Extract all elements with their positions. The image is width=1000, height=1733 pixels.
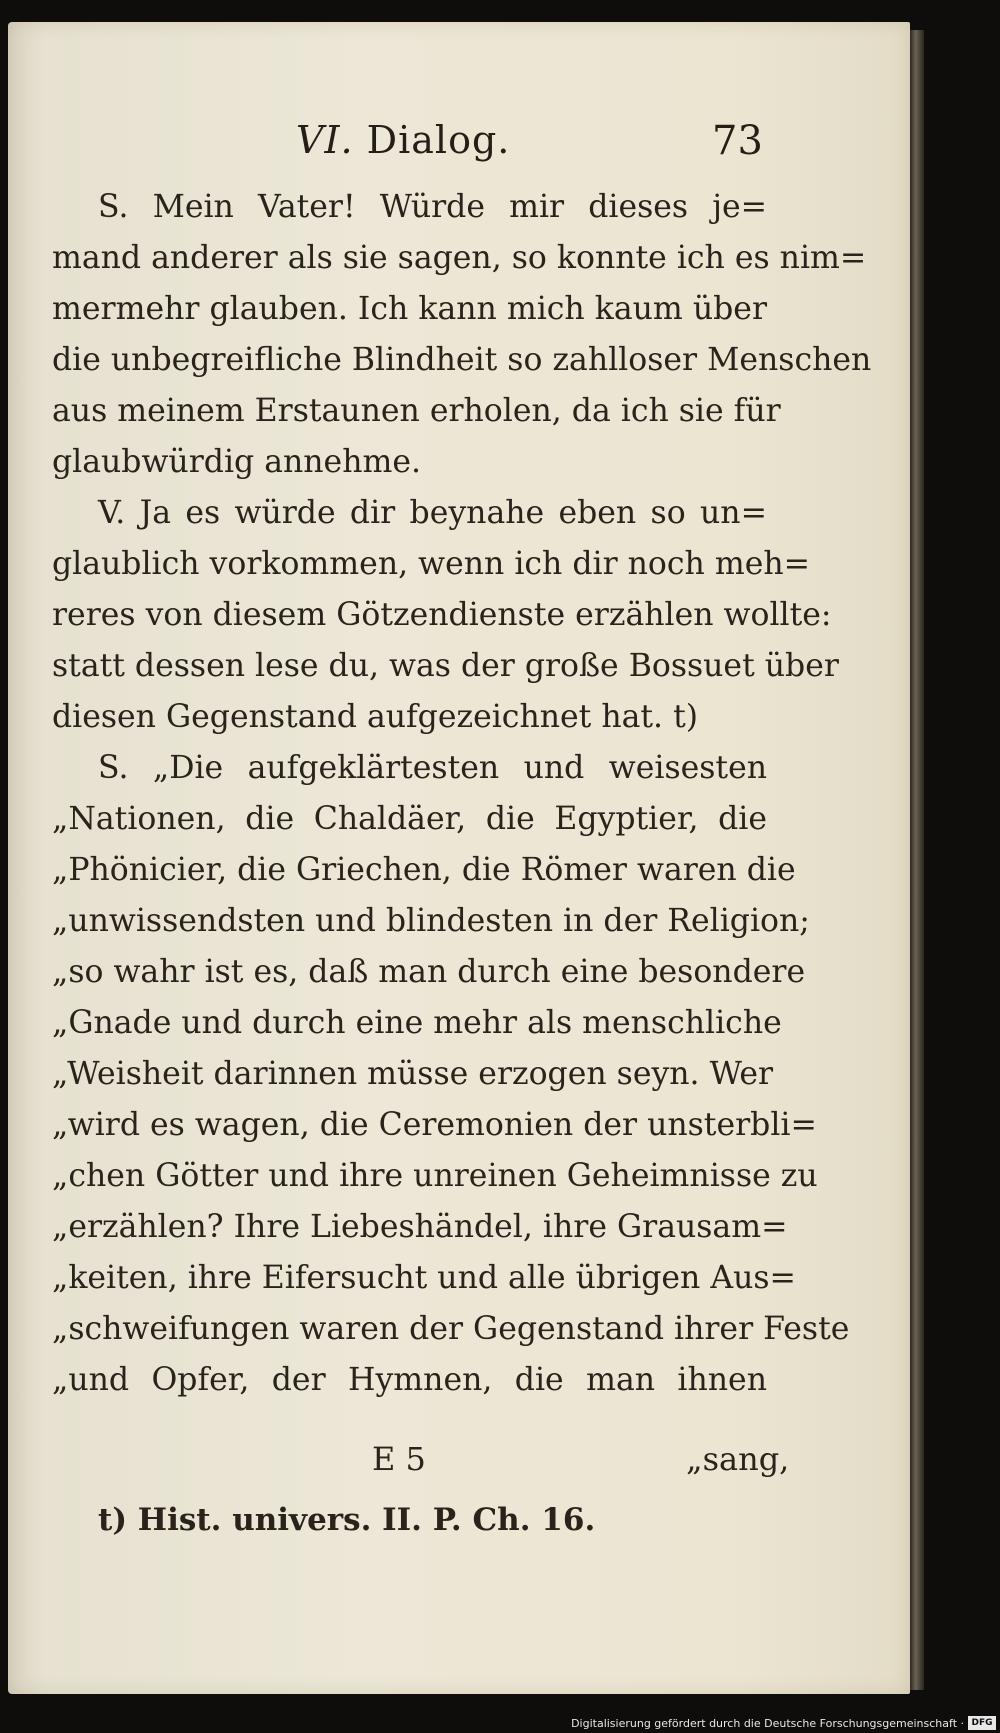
- text-line: „Gnade und durch eine mehr als menschliche: [52, 1005, 782, 1041]
- dialog-text: [52, 182, 872, 1406]
- text-line: mermehr glauben. Ich kann mich kaum über: [52, 291, 767, 327]
- text-line: die unbegreifliche Blindheit so zahlloser Menschen: [52, 342, 872, 378]
- header-roman-numeral: VI.: [296, 118, 354, 162]
- running-header: [296, 118, 510, 162]
- text-line: reres von diesem Götzendienste erzählen wollte:: [52, 597, 832, 633]
- text-line: S. Mein Vater! Würde mir dieses je=: [98, 189, 767, 225]
- text-line: aus meinem Erstaunen erholen, da ich sie für: [52, 393, 781, 429]
- funding-credit: Digitalisierung gefördert durch die Deutsche Forschungsgemeinschaft ·: [571, 1717, 964, 1730]
- page-gutter: [910, 30, 924, 1690]
- text-line: „Nationen, die Chaldäer, die Egyptier, die: [52, 801, 767, 837]
- text-line: „unwissendsten und blindesten in der Religion;: [52, 903, 810, 939]
- text-line: glaublich vorkommen, wenn ich dir noch meh=: [52, 546, 811, 582]
- text-line: „Phönicier, die Griechen, die Römer waren die: [52, 852, 796, 888]
- text-line: „erzählen? Ihre Liebeshändel, ihre Grausam=: [52, 1209, 788, 1245]
- text-line: glaubwürdig annehme.: [52, 444, 422, 480]
- text-line: V. Ja es würde dir beynahe eben so un=: [98, 495, 767, 531]
- dfg-logo: DFG: [968, 1716, 996, 1730]
- text-line: „schweifungen waren der Gegenstand ihrer Feste: [52, 1311, 850, 1347]
- signature-mark: E 5: [372, 1440, 426, 1478]
- text-line: mand anderer als sie sagen, so konnte ich es nim=: [52, 240, 867, 276]
- text-line: „Weisheit darinnen müsse erzogen seyn. Wer: [52, 1056, 774, 1092]
- text-line: diesen Gegenstand aufgezeichnet hat. t): [52, 699, 699, 735]
- text-line: „chen Götter und ihre unreinen Geheimnisse zu: [52, 1158, 818, 1194]
- text-line: „wird es wagen, die Ceremonien der unsterbli=: [52, 1107, 817, 1143]
- text-line: „keiten, ihre Eifersucht und alle übrigen Aus=: [52, 1260, 796, 1296]
- text-line: „so wahr ist es, daß man durch eine besondere: [52, 954, 806, 990]
- header-title: Dialog.: [366, 118, 511, 162]
- text-line: statt dessen lese du, was der große Bossuet über: [52, 648, 839, 684]
- text-line: „und Opfer, der Hymnen, die man ihnen: [52, 1362, 767, 1398]
- catchword: „sang,: [686, 1440, 790, 1478]
- text-line: S. „Die aufgeklärtesten und weisesten: [98, 750, 767, 786]
- footnote: t) Hist. univers. II. P. Ch. 16.: [98, 1502, 596, 1538]
- page-number: 73: [712, 118, 763, 164]
